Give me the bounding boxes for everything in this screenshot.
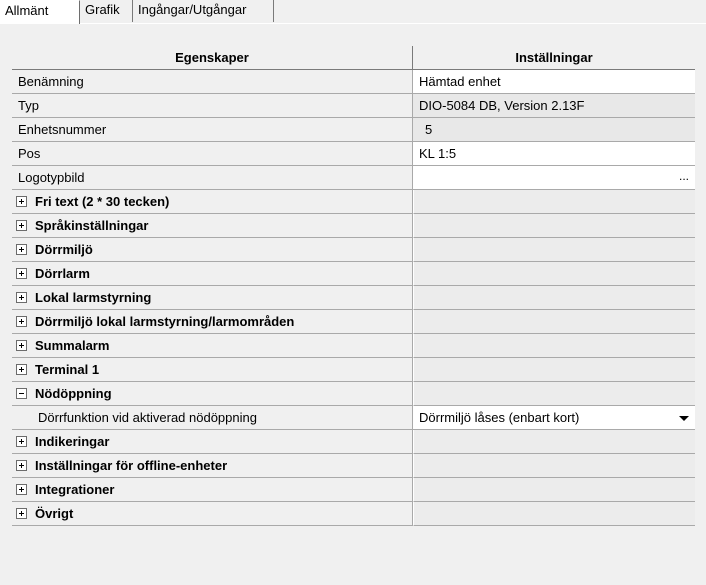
group-row-integrationer[interactable]: [12, 478, 695, 502]
group-label-cell[interactable]: [12, 478, 413, 502]
group-label: Nödöppning: [35, 386, 112, 401]
property-label: Dörrfunktion vid aktiverad nödöppning: [12, 406, 413, 430]
group-label-cell[interactable]: [12, 214, 413, 238]
group-row-dorrlarm[interactable]: [12, 262, 695, 286]
property-row-pos[interactable]: [12, 142, 695, 166]
group-label-cell[interactable]: [12, 286, 413, 310]
group-label: Summalarm: [35, 338, 110, 353]
group-value-cell: [413, 502, 695, 526]
group-label-cell[interactable]: [12, 382, 413, 406]
group-label-cell[interactable]: [12, 454, 413, 478]
group-label: Dörrlarm: [35, 266, 90, 281]
property-row-typ[interactable]: [12, 94, 695, 118]
group-label: Lokal larmstyrning: [35, 290, 152, 305]
pos-field[interactable]: KL 1:5: [413, 142, 695, 166]
tab-allmant[interactable]: Allmänt: [0, 0, 80, 24]
group-value-cell: [413, 310, 695, 334]
group-row-nodoppning[interactable]: [12, 382, 695, 406]
group-label: Integrationer: [35, 482, 115, 497]
group-label-cell[interactable]: [12, 262, 413, 286]
property-row-enhetsnummer[interactable]: [12, 118, 695, 142]
enhetsnummer-value: 5: [413, 118, 695, 142]
group-value-cell: [413, 430, 695, 454]
tab-ingangar-utgangar[interactable]: Ingångar/Utgångar: [134, 0, 274, 22]
group-row-offline[interactable]: [12, 454, 695, 478]
group-row-summalarm[interactable]: [12, 334, 695, 358]
group-value-cell: [413, 262, 695, 286]
group-label-cell[interactable]: [12, 358, 413, 382]
group-row-sprakinstallningar[interactable]: [12, 214, 695, 238]
group-label: Språkinställningar: [35, 218, 149, 233]
property-label: Benämning: [12, 70, 413, 94]
dropdown-arrow-icon[interactable]: [673, 407, 695, 429]
group-label-cell[interactable]: [12, 310, 413, 334]
logotypbild-field[interactable]: [413, 166, 695, 190]
property-row-benamning[interactable]: [12, 70, 695, 94]
expand-plus-icon[interactable]: [16, 220, 27, 231]
group-label: Inställningar för offline-enheter: [35, 458, 228, 473]
group-label: Fri text (2 * 30 tecken): [35, 194, 170, 209]
expand-plus-icon[interactable]: [16, 268, 27, 279]
expand-plus-icon[interactable]: [16, 244, 27, 255]
group-label-cell[interactable]: [12, 190, 413, 214]
group-label-cell[interactable]: [12, 502, 413, 526]
column-header-properties[interactable]: Egenskaper: [12, 46, 413, 70]
group-value-cell: [413, 286, 695, 310]
group-label: Dörrmiljö lokal larmstyrning/larmområden: [35, 314, 295, 329]
expand-plus-icon[interactable]: [16, 316, 27, 327]
group-value-cell: [413, 214, 695, 238]
column-header-settings[interactable]: Inställningar: [413, 46, 695, 70]
property-label: Enhetsnummer: [12, 118, 413, 142]
expand-plus-icon[interactable]: [16, 460, 27, 471]
property-label: Pos: [12, 142, 413, 166]
group-value-cell: [413, 334, 695, 358]
group-label-cell[interactable]: [12, 430, 413, 454]
group-label: Indikeringar: [35, 434, 110, 449]
property-grid: [12, 46, 695, 582]
expand-plus-icon[interactable]: [16, 196, 27, 207]
grid-header: [12, 46, 695, 70]
collapse-minus-icon[interactable]: [16, 388, 27, 399]
expand-plus-icon[interactable]: [16, 436, 27, 447]
group-label: Övrigt: [35, 506, 74, 521]
group-row-fri-text[interactable]: [12, 190, 695, 214]
property-row-logotypbild[interactable]: [12, 166, 695, 190]
group-row-dorrmiljo-lokal[interactable]: [12, 310, 695, 334]
tab-bar-divider: [80, 23, 706, 24]
benamning-field[interactable]: Hämtad enhet: [413, 70, 695, 94]
property-label: Logotypbild: [12, 166, 413, 190]
group-value-cell: [413, 478, 695, 502]
dorrfunktion-selected-value: Dörrmiljö låses (enbart kort): [419, 410, 580, 425]
group-value-cell: [413, 382, 695, 406]
group-row-dorrmiljo[interactable]: [12, 238, 695, 262]
property-row-dorrfunktion[interactable]: [12, 406, 695, 430]
tab-bar: [0, 0, 706, 24]
group-value-cell: [413, 238, 695, 262]
group-label: Dörrmiljö: [35, 242, 93, 257]
property-label: Typ: [12, 94, 413, 118]
expand-plus-icon[interactable]: [16, 484, 27, 495]
expand-plus-icon[interactable]: [16, 340, 27, 351]
expand-plus-icon[interactable]: [16, 292, 27, 303]
expand-plus-icon[interactable]: [16, 364, 27, 375]
group-label-cell[interactable]: [12, 238, 413, 262]
tab-grafik[interactable]: Grafik: [81, 0, 133, 22]
typ-value: DIO-5084 DB, Version 2.13F: [413, 94, 695, 118]
group-value-cell: [413, 190, 695, 214]
group-row-terminal-1[interactable]: [12, 358, 695, 382]
dorrfunktion-select[interactable]: [413, 406, 695, 430]
group-row-ovrigt[interactable]: [12, 502, 695, 526]
browse-button[interactable]: ...: [678, 169, 689, 183]
group-row-indikeringar[interactable]: [12, 430, 695, 454]
group-value-cell: [413, 454, 695, 478]
group-label: Terminal 1: [35, 362, 100, 377]
group-row-lokal-larmstyrning[interactable]: [12, 286, 695, 310]
expand-plus-icon[interactable]: [16, 508, 27, 519]
group-value-cell: [413, 358, 695, 382]
group-label-cell[interactable]: [12, 334, 413, 358]
